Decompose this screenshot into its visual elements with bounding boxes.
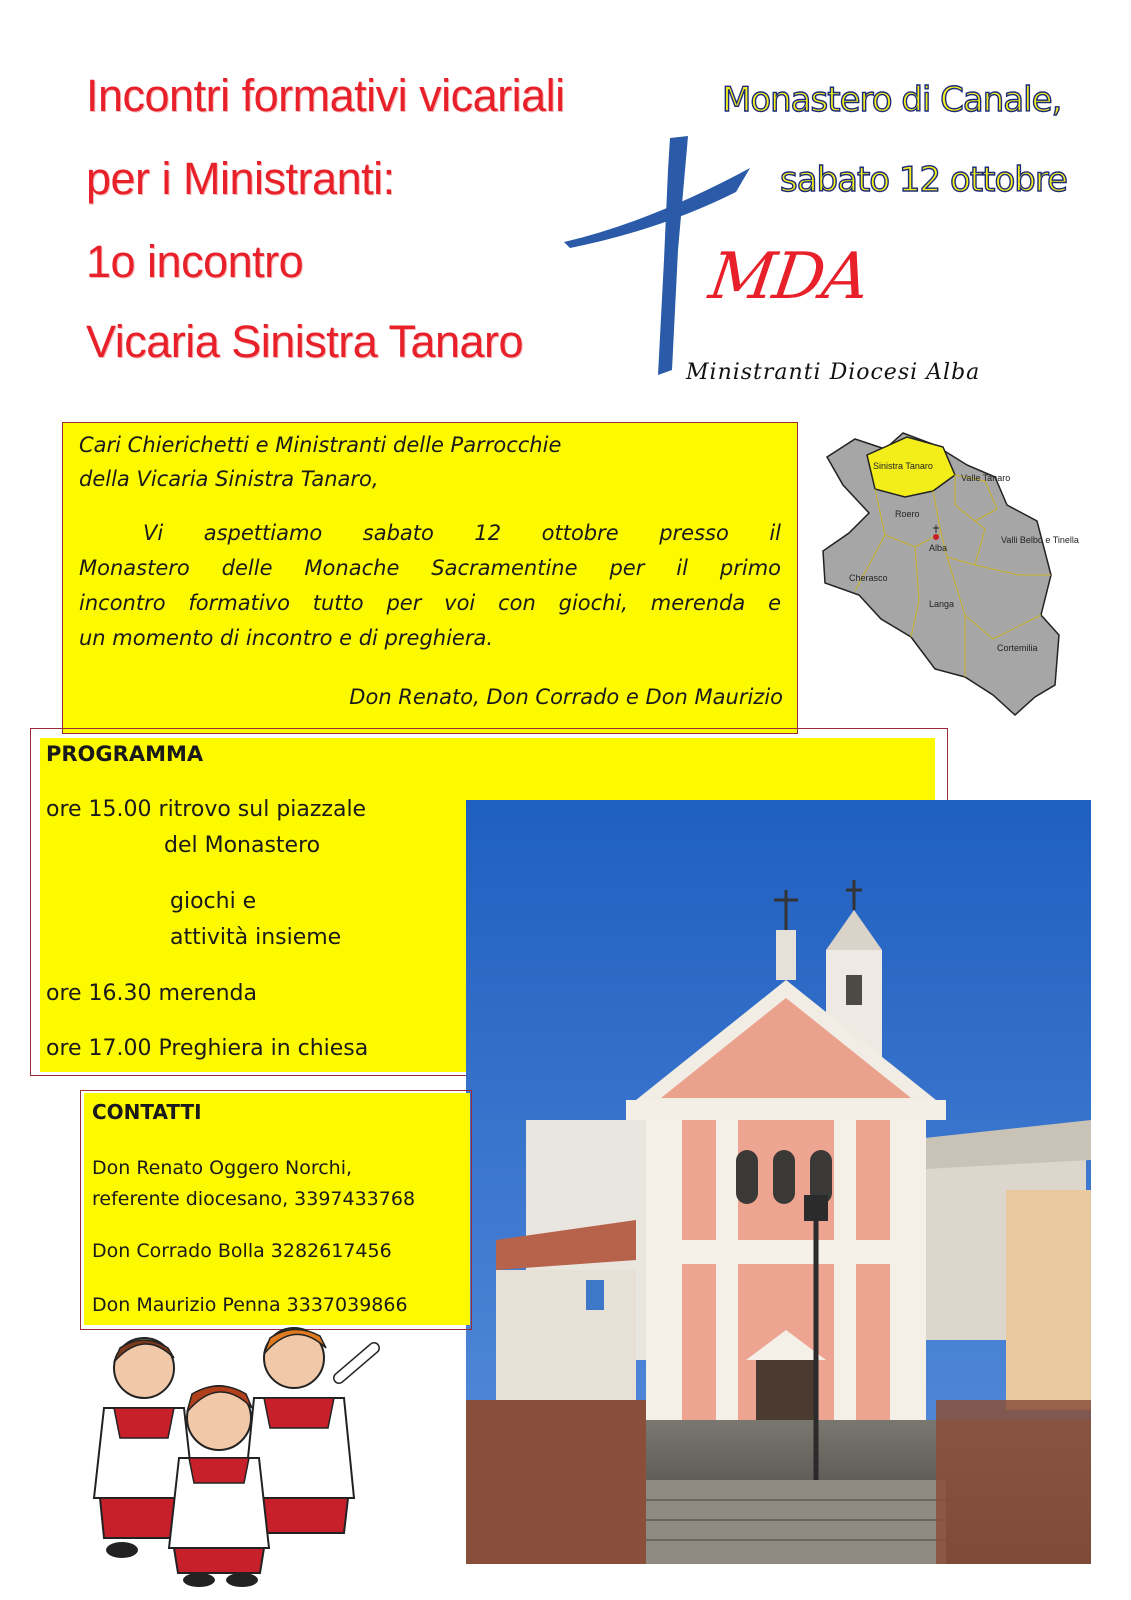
- logo-acronym: MDA: [704, 240, 873, 314]
- map-label-valli-belbo: Valli Belbo e Tinella: [1001, 535, 1079, 545]
- intro-greeting-1: Cari Chierichetti e Ministranti delle Parrocchie: [79, 433, 562, 457]
- logo-subtitle: Ministranti Diocesi Alba: [686, 360, 981, 385]
- title-line-1: Incontri formativi vicariali: [86, 70, 565, 121]
- program-line-1: ore 15.00 ritrovo sul piazzale: [46, 797, 367, 822]
- program-line-4: attività insieme: [170, 925, 342, 950]
- intro-box: [62, 422, 798, 734]
- intro-body-3: incontro formativo tutto per voi con giochi, merenda e: [79, 591, 781, 615]
- map-label-roero: Roero: [895, 509, 920, 519]
- intro-body-1: Vi aspettiamo sabato 12 ottobre presso il: [143, 521, 781, 545]
- map-label-valle-tanaro: Valle Tanaro: [961, 473, 1011, 483]
- contact-3: Don Maurizio Penna 3337039866: [92, 1294, 408, 1316]
- diocese-map: [815, 425, 1079, 720]
- altar-servers-illustration: [64, 1318, 384, 1588]
- location-place: Monastero di Canale,: [722, 80, 1062, 120]
- contact-2: Don Corrado Bolla 3282617456: [92, 1240, 392, 1262]
- program-heading: PROGRAMMA: [46, 742, 204, 766]
- title-line-4: Vicaria Sinistra Tanaro: [86, 316, 524, 367]
- contact-1-name: Don Renato Oggero Norchi,: [92, 1157, 353, 1179]
- program-line-6: ore 17.00 Preghiera in chiesa: [46, 1036, 369, 1061]
- contacts-heading: CONTATTI: [92, 1100, 202, 1124]
- contact-1-phone: referente diocesano, 3397433768: [92, 1188, 416, 1210]
- intro-body-2: Monastero delle Monache Sacramentine per il primo: [79, 556, 781, 580]
- event-date: sabato 12 ottobre: [780, 160, 1067, 200]
- program-line-3: giochi e: [170, 889, 257, 914]
- program-line-5: ore 16.30 merenda: [46, 981, 257, 1006]
- map-label-langa: Langa: [929, 599, 955, 609]
- map-label-alba: Alba: [929, 543, 948, 553]
- church-photo: [466, 800, 1091, 1564]
- map-label-cortemilia: Cortemilia: [997, 643, 1038, 653]
- intro-body-4: un momento di incontro e di preghiera.: [79, 626, 494, 650]
- map-label-cherasco: Cherasco: [849, 573, 888, 583]
- title-line-3: 1o incontro: [86, 236, 304, 287]
- intro-greeting-2: della Vicaria Sinistra Tanaro,: [79, 467, 379, 491]
- map-label-sinistra-tanaro: Sinistra Tanaro: [873, 461, 933, 471]
- program-line-2: del Monastero: [164, 833, 321, 858]
- intro-signature: Don Renato, Don Corrado e Don Maurizio: [349, 685, 783, 709]
- title-line-2: per i Ministranti:: [86, 153, 395, 204]
